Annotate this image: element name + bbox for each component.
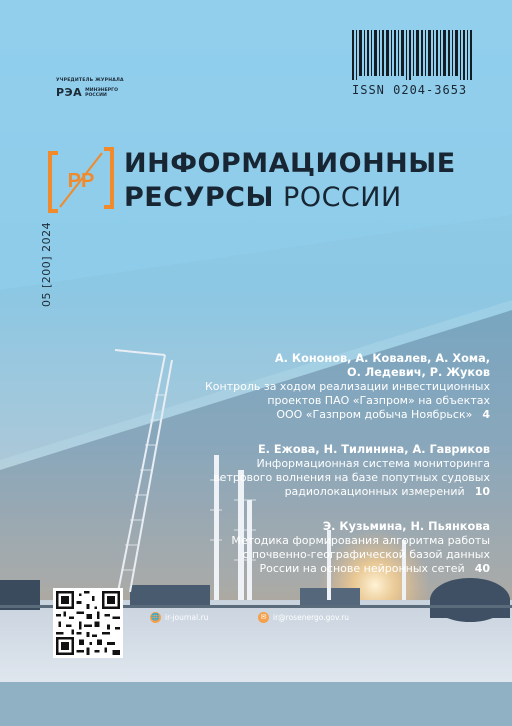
issn-number: ISSN 0204-3653 bbox=[352, 83, 468, 97]
publisher-caption: УЧРЕДИТЕЛЬ ЖУРНАЛА bbox=[56, 78, 124, 83]
article-2-authors: Е. Ежова, Н. Тилинина, А. Гавриков bbox=[257, 443, 490, 456]
issue-number: 05 [200] 2024 bbox=[40, 221, 53, 307]
article-1 bbox=[205, 352, 490, 422]
article-2-title-line-2: ветрового волнения на базе попутных судовых bbox=[213, 471, 490, 484]
article-2 bbox=[213, 443, 490, 499]
article-1-title-line-2: проектов ПАО «Газпром» на объектах bbox=[267, 394, 490, 407]
ministry-line-1: МИНЭНЕРГО bbox=[85, 87, 118, 93]
website-text[interactable]: ir-journal.ru bbox=[165, 613, 209, 622]
article-2-title-line-3: радиолокационных измерений bbox=[284, 485, 465, 498]
title-line-1: ИНФОРМАЦИОННЫЕ bbox=[124, 148, 456, 179]
ministry-line-2: РОССИИ bbox=[85, 92, 107, 98]
email-link[interactable] bbox=[258, 612, 349, 623]
article-1-authors-line-1: А. Кононов, А. Ковалев, А. Хома, bbox=[274, 352, 490, 365]
article-3-authors: Э. Кузьмина, Н. Пьянкова bbox=[322, 520, 490, 533]
title-line-2 bbox=[124, 181, 456, 215]
article-2-title-line-1: Информационная система мониторинга bbox=[256, 457, 490, 470]
journal-title bbox=[124, 147, 456, 215]
qr-code[interactable] bbox=[53, 588, 123, 658]
article-1-page: 4 bbox=[482, 408, 490, 421]
article-1-title-line-3: ООО «Газпром добыча Ноябрьск» bbox=[276, 408, 473, 421]
website-link[interactable] bbox=[150, 612, 208, 623]
ministry-logo bbox=[85, 88, 118, 98]
journal-logo-text: РР bbox=[67, 170, 95, 192]
globe-icon: 🌐 bbox=[151, 613, 160, 621]
article-3-title-line-1: Методика формирования алгоритма работы bbox=[231, 534, 490, 547]
article-3 bbox=[231, 520, 490, 576]
article-3-page: 40 bbox=[474, 562, 490, 575]
email-text[interactable]: ir@rosenergo.gov.ru bbox=[273, 613, 350, 622]
article-3-title-line-3: России на основе нейронных сетей bbox=[259, 562, 465, 575]
barcode bbox=[350, 30, 474, 82]
article-1-authors bbox=[205, 352, 490, 380]
article-2-page: 10 bbox=[474, 485, 490, 498]
article-1-authors-line-2: О. Ледевич, Р. Жуков bbox=[347, 366, 490, 379]
article-3-title-line-2: с почвенно-географической базой данных bbox=[242, 548, 490, 561]
article-1-title-line-1: Контроль за ходом реализации инвестиционных bbox=[204, 380, 490, 393]
title-line-2-bold: РЕСУРСЫ bbox=[124, 182, 274, 213]
title-line-2-regular: РОССИИ bbox=[283, 182, 402, 213]
bottom-band bbox=[0, 682, 512, 726]
publisher-block bbox=[56, 78, 124, 99]
journal-logo-icon bbox=[48, 147, 114, 213]
mail-icon: ✉ bbox=[258, 612, 269, 623]
rea-logo: РЭА bbox=[56, 86, 83, 99]
